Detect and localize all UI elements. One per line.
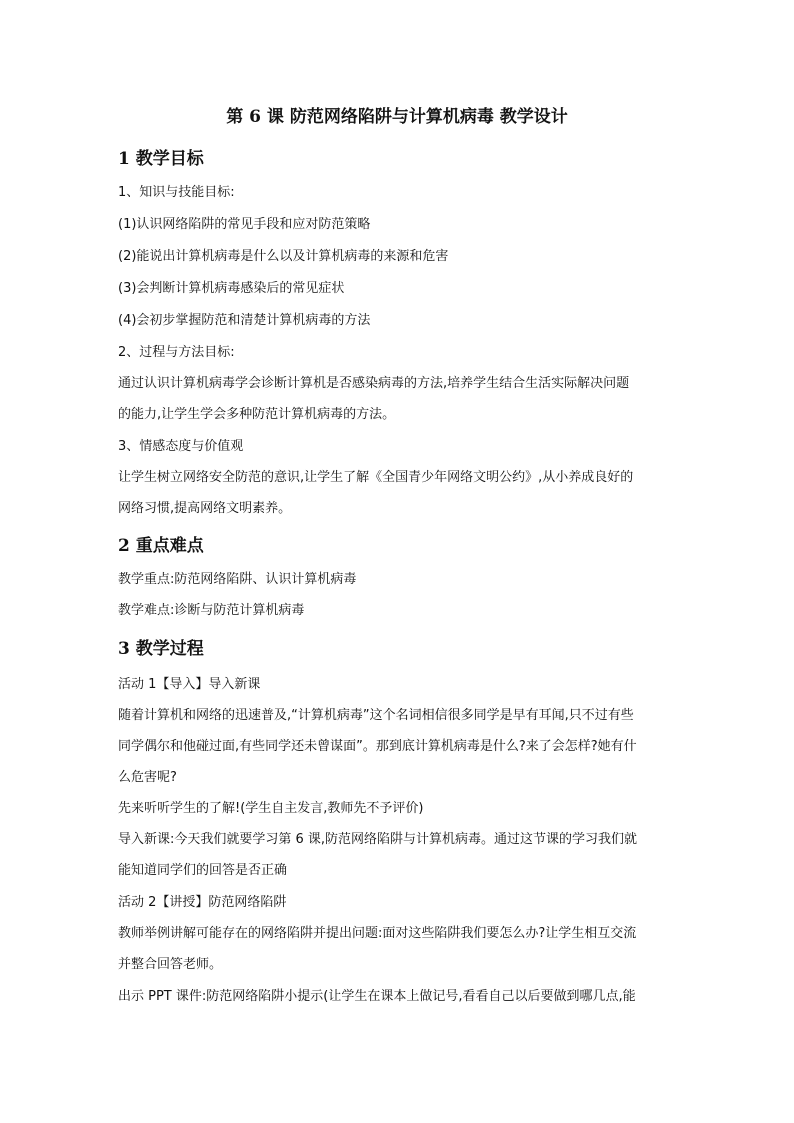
paragraph-line: 3、情感态度与价值观 xyxy=(118,439,244,454)
paragraph-line: 导入新课:今天我们就要学习第 6 课,防范网络陷阱与计算机病毒。通过这节课的学习我们就 xyxy=(118,832,638,847)
paragraph-line: (3)会判断计算机病毒感染后的常见症状 xyxy=(118,281,345,296)
paragraph-line: 2、过程与方法目标: xyxy=(118,345,235,360)
paragraph-line: 网络习惯,提高网络文明素养。 xyxy=(118,501,292,516)
paragraph-line: 通过认识计算机病毒学会诊断计算机是否感染病毒的方法,培养学生结合生活实际解决问题 xyxy=(118,376,630,391)
paragraph-line: 么危害呢? xyxy=(118,770,177,785)
paragraph-line: 教师举例讲解可能存在的网络陷阱并提出问题:面对这些陷阱我们要怎么办?让学生相互交流 xyxy=(118,926,637,941)
paragraph-line: 同学偶尔和他碰过面,有些同学还未曾谋面”。那到底计算机病毒是什么?来了会怎样?她有什 xyxy=(118,739,637,754)
paragraph-line: 能知道同学们的回答是否正确 xyxy=(118,863,288,878)
paragraph-line: (2)能说出计算机病毒是什么以及计算机病毒的来源和危害 xyxy=(118,249,449,264)
paragraph-line: 教学重点:防范网络陷阱、认识计算机病毒 xyxy=(118,572,357,587)
paragraph-line: 并整合回答老师。 xyxy=(118,957,223,972)
section-heading-objectives: 1 教学目标 xyxy=(118,149,204,169)
section-heading-process: 3 教学过程 xyxy=(118,639,204,659)
paragraph-line: 活动 2【讲授】防范网络陷阱 xyxy=(118,895,287,910)
document-title: 第 6 课 防范网络陷阱与计算机病毒 教学设计 xyxy=(226,107,568,127)
paragraph-line: (1)认识网络陷阱的常见手段和应对防范策略 xyxy=(118,217,371,232)
paragraph-line: 1、知识与技能目标: xyxy=(118,185,235,200)
paragraph-line: 教学难点:诊断与防范计算机病毒 xyxy=(118,603,305,618)
paragraph-line: 让学生树立网络安全防范的意识,让学生了解《全国青少年网络文明公约》,从小养成良好的 xyxy=(118,470,634,485)
paragraph-line: (4)会初步掌握防范和清楚计算机病毒的方法 xyxy=(118,313,371,328)
paragraph-line: 出示 PPT 课件:防范网络陷阱小提示(让学生在课本上做记号,看看自己以后要做到哪几点,能 xyxy=(118,989,636,1004)
paragraph-line: 的能力,让学生学会多种防范计算机病毒的方法。 xyxy=(118,407,396,422)
paragraph-line: 活动 1【导入】导入新课 xyxy=(118,677,261,692)
paragraph-line: 随着计算机和网络的迅速普及,“计算机病毒”这个名词相信很多同学是早有耳闻,只不过有些 xyxy=(118,708,634,723)
section-heading-key-points: 2 重点难点 xyxy=(118,536,204,556)
paragraph-line: 先来听听学生的了解!(学生自主发言,教师先不予评价) xyxy=(118,801,424,816)
